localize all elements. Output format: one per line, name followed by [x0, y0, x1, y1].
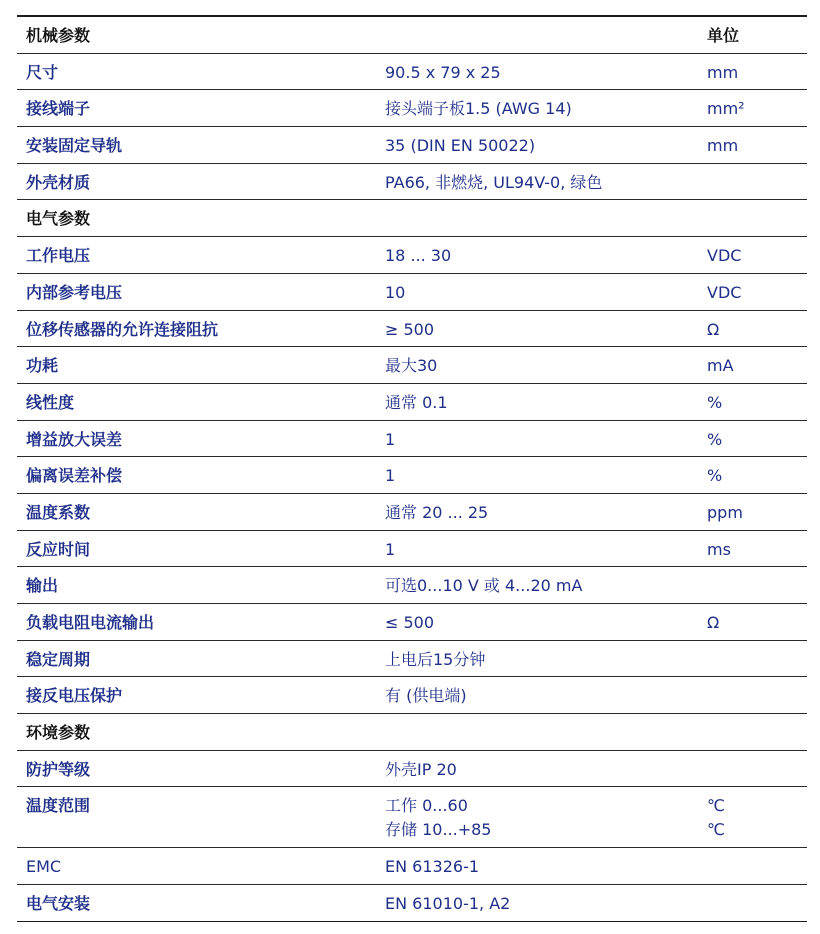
param-name: 内部参考电压 [26, 282, 123, 302]
param-unit: VDC [707, 246, 742, 266]
param-name: 外壳材质 [26, 172, 91, 192]
table-row [17, 751, 807, 788]
table-row [17, 311, 807, 348]
param-unit: ppm [707, 502, 743, 522]
param-value: 35 (DIN EN 50022) [385, 136, 536, 156]
param-name: 功耗 [26, 356, 59, 376]
unit-header: 单位 [707, 26, 740, 45]
param-value: 10 [385, 282, 406, 302]
param-unit: mA [707, 356, 734, 376]
param-name: 反应时间 [26, 539, 91, 559]
param-unit: Ω [707, 319, 720, 339]
section-header-environment [17, 714, 807, 751]
section-title: 电气参数 [26, 209, 91, 229]
section-title: 机械参数 [26, 26, 91, 45]
param-value: ≤ 500 [385, 613, 435, 632]
param-name: 增益放大误差 [26, 429, 123, 449]
param-value: 接头端子板1.5 (AWG 14) [385, 99, 572, 119]
param-name: 负载电阻电流输出 [26, 613, 155, 632]
param-name: 安装固定导轨 [26, 136, 123, 156]
spec-table [17, 15, 807, 922]
param-value: 有 (供电端) [385, 686, 467, 706]
section-header-mechanical [17, 17, 807, 54]
param-name: 接反电压保护 [26, 686, 123, 706]
table-row [17, 641, 807, 678]
param-name: 偏离误差补偿 [26, 466, 123, 486]
table-row [17, 457, 807, 494]
param-value: 可选0...10 V 或 4...20 mA [385, 576, 583, 596]
param-value: 通常 0.1 [385, 392, 448, 412]
param-value: 18 ... 30 [385, 246, 452, 266]
param-unit: % [707, 466, 723, 486]
param-name: 温度范围 [26, 796, 91, 816]
param-unit: VDC [707, 282, 742, 302]
table-row [17, 567, 807, 604]
param-unit: Ω [707, 613, 720, 632]
value-line-operating: 工作 0...60 [385, 796, 468, 816]
table-row [17, 848, 807, 885]
table-row [17, 787, 807, 848]
param-name: EMC [26, 857, 62, 877]
param-unit: mm [707, 62, 739, 82]
table-row [17, 604, 807, 641]
param-unit: % [707, 429, 723, 449]
param-value: 通常 20 ... 25 [385, 502, 489, 522]
value-line-storage: 存储 10...+85 [385, 820, 492, 840]
param-name: 接线端子 [26, 99, 91, 119]
param-name: 电气安装 [26, 894, 91, 914]
unit-line-storage: ℃ [707, 820, 725, 840]
table-row [17, 237, 807, 274]
param-value: EN 61326-1 [385, 857, 480, 877]
param-value: 外壳IP 20 [385, 759, 457, 779]
param-value: 1 [385, 539, 396, 559]
param-value [376, 794, 697, 842]
param-value: ≥ 500 [385, 319, 435, 339]
table-row [17, 531, 807, 568]
param-value: PA66, 非燃烧, UL94V-0, 绿色 [385, 172, 603, 192]
table-row [17, 494, 807, 531]
param-value: 1 [385, 429, 396, 449]
param-unit [697, 794, 807, 842]
section-title: 环境参数 [26, 723, 91, 743]
param-value: EN 61010-1, A2 [385, 894, 511, 914]
table-row [17, 164, 807, 201]
table-row [17, 127, 807, 164]
param-value: 最大30 [385, 356, 438, 376]
param-name: 稳定周期 [26, 649, 91, 669]
table-row [17, 54, 807, 91]
table-row [17, 90, 807, 127]
param-name: 工作电压 [26, 246, 91, 266]
table-row [17, 421, 807, 458]
param-name: 尺寸 [26, 62, 59, 82]
param-unit: mm² [707, 99, 745, 119]
param-name: 温度系数 [26, 502, 91, 522]
table-row [17, 274, 807, 311]
table-row [17, 885, 807, 922]
param-value: 上电后15分钟 [385, 649, 486, 669]
param-unit: ms [707, 539, 731, 559]
table-row [17, 384, 807, 421]
param-unit: % [707, 392, 723, 412]
unit-line-operating: ℃ [707, 796, 725, 816]
param-name: 位移传感器的允许连接阻抗 [26, 319, 219, 339]
param-name: 防护等级 [26, 759, 91, 779]
param-value: 1 [385, 466, 396, 486]
table-row [17, 677, 807, 714]
table-row [17, 347, 807, 384]
param-name: 输出 [26, 576, 59, 596]
param-value: 90.5 x 79 x 25 [385, 62, 501, 82]
section-header-electrical [17, 200, 807, 237]
param-name: 线性度 [26, 392, 75, 412]
param-unit: mm [707, 136, 739, 156]
